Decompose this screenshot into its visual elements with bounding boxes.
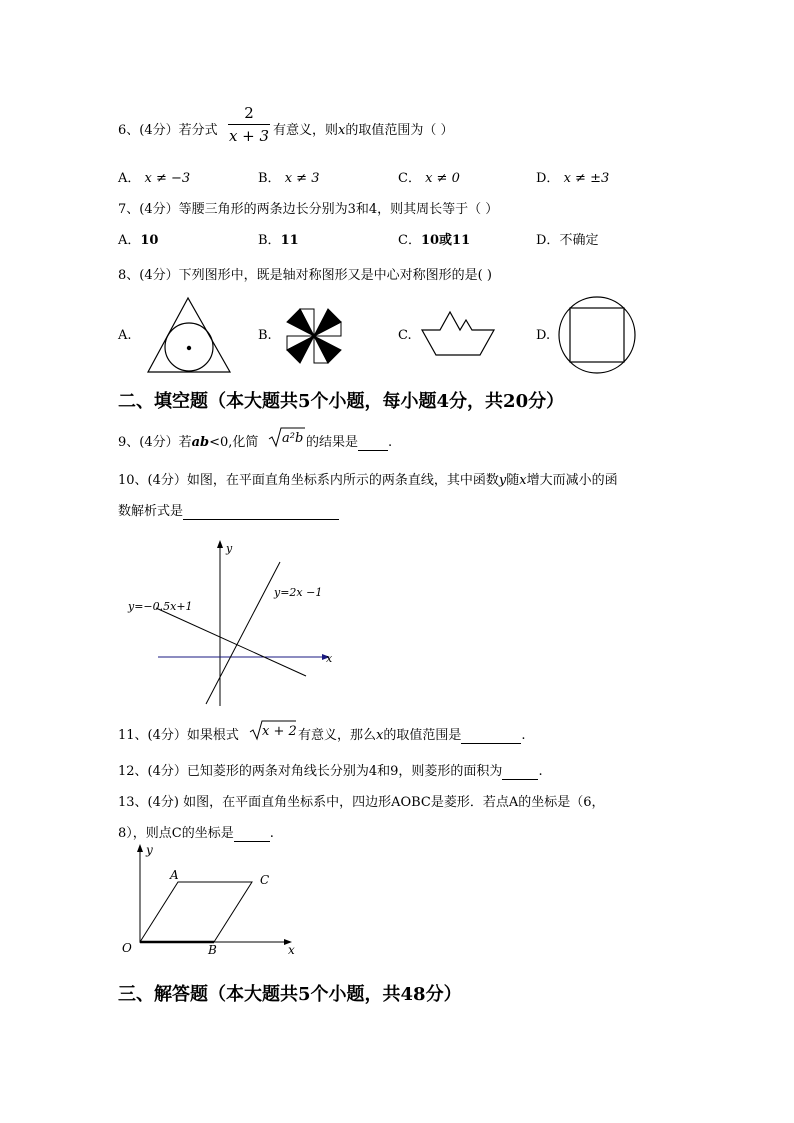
q6-option-d[interactable]: D． x ≠ ±3 (536, 171, 610, 186)
line-decreasing (156, 608, 306, 676)
q10-graph (120, 536, 340, 708)
q7-option-b[interactable]: B．11 (258, 233, 299, 248)
q6-option-c[interactable]: C． x ≠ 0 (398, 171, 460, 186)
q9-radicand: a²b (282, 431, 304, 446)
q6-fraction-bar (228, 124, 270, 125)
q7-option-d[interactable]: D．不确定 (536, 233, 599, 248)
q8-option-d-label[interactable]: D. (536, 328, 551, 343)
q13-graph (118, 838, 304, 958)
q13-stem-line1: 13、(4分) 如图，在平面直角坐标系中，四边形AOBC是菱形．若点A的坐标是（6， (118, 795, 605, 810)
line-increasing (206, 562, 280, 704)
q10-stem-line2: 数解析式是 (118, 500, 339, 520)
q7-option-a[interactable]: A．10 (118, 233, 159, 248)
y-axis-arrow (137, 844, 143, 852)
q6-prefix: 6、(4分）若分式 (118, 123, 218, 138)
q11-answer-blank[interactable] (461, 728, 521, 744)
q6-var: x (338, 123, 346, 138)
q9-stem: 9、(4分）若ab<0,化简 (118, 435, 259, 450)
q10-stem-line1: 10、(4分）如图，在平面直角坐标系内所示的两条直线，其中函数y随x增大而减小的函 (118, 473, 618, 488)
q6-stem-end (273, 119, 454, 138)
q8-figure-a (146, 296, 232, 374)
line1-label: y=−0.5x+1 (128, 600, 193, 613)
section-3-heading: 三、解答题（本大题共5个小题，共48分） (118, 984, 462, 1005)
q9-answer-blank[interactable] (358, 435, 388, 451)
point-a-label: A (170, 868, 179, 882)
q8-option-c-label[interactable]: C. (398, 328, 412, 343)
x-axis-label: x (326, 652, 333, 665)
q6-denominator: x + 3 (228, 127, 270, 145)
q12-stem: 12、(4分）已知菱形的两条对角线长分别为4和9，则菱形的面积为 . (118, 764, 543, 779)
q6-fraction (228, 104, 270, 145)
q7-option-c[interactable]: C．10或11 (398, 233, 471, 248)
y-axis-label: y (146, 843, 153, 857)
origin-label: O (122, 941, 132, 955)
pinwheel-shape (287, 309, 341, 363)
q12-answer-blank[interactable] (502, 764, 538, 780)
center-dot (187, 346, 191, 350)
q6-suffix: 有意义，则 (273, 123, 339, 138)
section-2-heading: 二、填空题（本大题共5个小题，每小题4分，共20分） (118, 391, 565, 412)
q8-figure-d (557, 295, 637, 375)
q8-figure-b (285, 307, 343, 365)
y-axis-arrow (217, 540, 223, 548)
q9-stem-end: 的结果是 . (306, 435, 393, 450)
q6-option-b[interactable]: B． x ≠ 3 (258, 171, 320, 186)
q6-option-a[interactable]: A． x ≠ −3 (118, 171, 191, 186)
q6-numerator: 2 (244, 104, 254, 122)
q11-stem-end: 有意义，那么x的取值范围是 . (298, 728, 526, 743)
y-axis-label: y (226, 542, 233, 555)
q7-stem: 7、(4分）等腰三角形的两条边长分别为3和4，则其周长等于（ ） (118, 202, 499, 217)
x-axis-label: x (288, 943, 295, 957)
line2-label: y=2x −1 (274, 586, 323, 599)
q11-stem: 11、(4分）如果根式 (118, 728, 239, 743)
q11-radicand: x + 2 (262, 724, 297, 739)
point-c-label: C (260, 873, 270, 887)
q8-option-b-label[interactable]: B. (258, 328, 272, 343)
q10-answer-blank[interactable] (183, 504, 339, 520)
q8-figure-c (420, 308, 496, 358)
q8-stem: 8、(4分）下列图形中，既是轴对称图形又是中心对称图形的是( ) (118, 268, 492, 283)
inscribed-square-shape (570, 308, 624, 362)
triangle-shape (148, 298, 230, 372)
q6-suffix2: 的取值范围为（ ） (345, 123, 454, 138)
boat-shape (422, 312, 494, 355)
q6-stem (118, 119, 218, 138)
point-b-label: B (208, 943, 217, 957)
q9-cond: ab (191, 435, 210, 450)
rhombus-aobc (140, 882, 252, 942)
q13-stem-line2: 8），则点C的坐标是 . (118, 826, 274, 841)
q8-option-a-label[interactable]: A. (118, 328, 132, 343)
